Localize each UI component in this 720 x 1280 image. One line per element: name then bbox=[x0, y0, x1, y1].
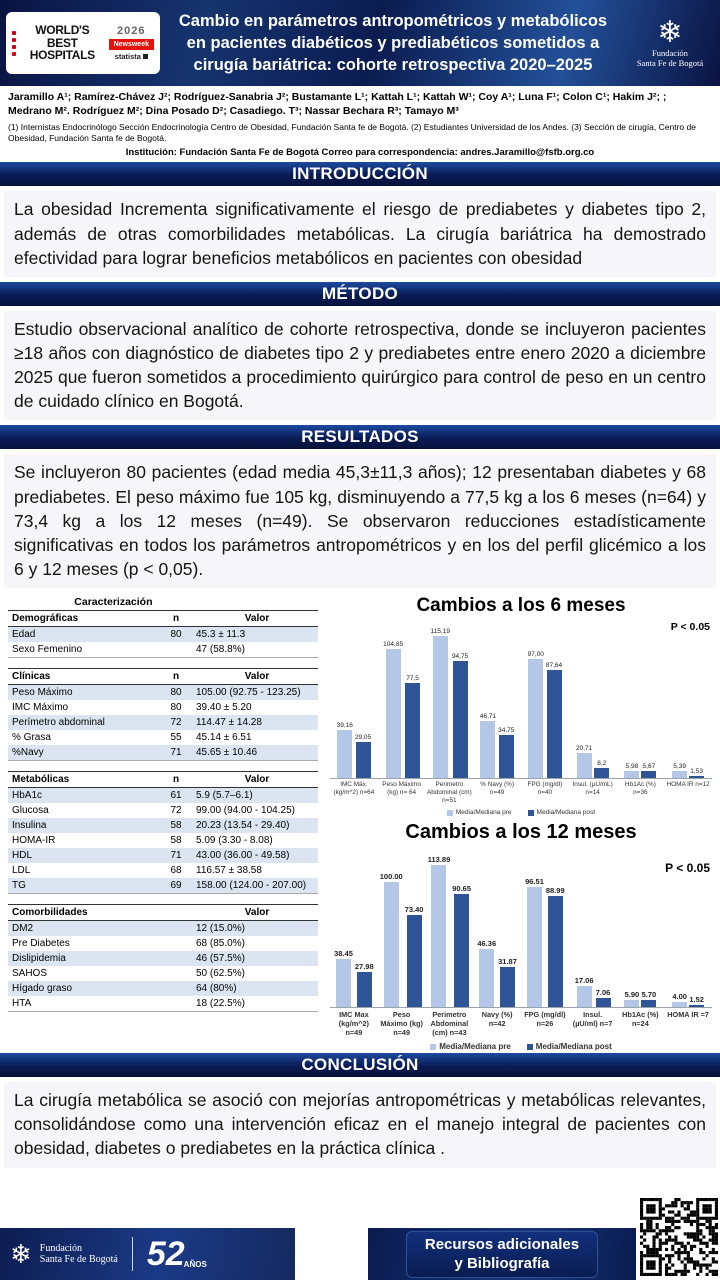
bar-value-label: 104,85 bbox=[383, 640, 404, 648]
resultados-text: Se incluyeron 80 pacientes (edad media 45,3±11,3 años); 12 presentaban diabetes y 68 prediabetes. El peso máximo fue 105 kg, disminuyendo a 77,5 kg a los 6 meses (n=64) y 73,4 kg a los 12 meses (n=49). Se observaron reducciones estadísticamente significativas en todos los parámetros antropométricos y en los del perfil glicémico a los 6 y 12 meses (p < 0,05). bbox=[4, 454, 716, 588]
table-cell: Valor bbox=[244, 907, 270, 919]
category-label: Navy (%) n=42 bbox=[473, 1007, 521, 1040]
bar-value-label: 1.52 bbox=[689, 995, 704, 1005]
header bbox=[0, 0, 720, 86]
table-header-row bbox=[8, 904, 318, 921]
bar-group bbox=[617, 630, 665, 807]
category-label: HOMA IR =7 bbox=[664, 1007, 712, 1040]
bar-value-label: 5,67 bbox=[642, 763, 656, 771]
bar-group bbox=[521, 857, 569, 1040]
chart-title: Cambios a los 12 meses bbox=[405, 821, 637, 844]
table-cell bbox=[158, 968, 194, 979]
category-label: Peso Máximo (kg) n=49 bbox=[378, 1007, 426, 1040]
table-cell: Clínicas bbox=[12, 671, 51, 683]
table-cell: 45.3 ± 11.3 bbox=[196, 629, 246, 641]
table-cell: Comorbilidades bbox=[12, 907, 88, 919]
category-label: HOMA IR n=12 bbox=[664, 778, 712, 807]
section-header-conclusion: CONCLUSIÓN bbox=[0, 1053, 720, 1077]
legend-swatch bbox=[528, 810, 534, 816]
bar-pre bbox=[336, 959, 351, 1007]
category-label: Perimetro Abdominal (cm) n=51 bbox=[426, 778, 474, 807]
table-cell: HbA1c bbox=[12, 790, 43, 802]
bar-pre bbox=[672, 771, 687, 778]
affiliations-line: (1) Internistas Endocrinólogo Sección Endocrinología Centro de Obesidad, Fundación Santa fe de Bogotá. (2) Estudiantes Universidad de los Andes. (3) Sección de cirugía, Centro de Obesidad, Fundación Santa fe de Bogotá. bbox=[8, 122, 696, 144]
worlds-best-hospitals-badge bbox=[6, 12, 160, 74]
bar-value-label: 27.98 bbox=[354, 962, 374, 972]
table-cell: Pre Diabetes bbox=[12, 938, 70, 950]
table-cell: 43.00 (36.00 - 49.58) bbox=[196, 850, 290, 862]
table-row bbox=[8, 745, 318, 760]
chart-p-value: P < 0.05 bbox=[670, 621, 710, 634]
table-row bbox=[8, 730, 318, 745]
table-cell: 72 bbox=[170, 717, 182, 729]
bar-post bbox=[547, 670, 562, 778]
bar-pre bbox=[479, 949, 494, 1007]
category-label: Insul. (µU/ml) n=7 bbox=[569, 1007, 617, 1040]
table-group bbox=[8, 904, 318, 1012]
table-cell bbox=[158, 938, 194, 949]
bar-value-label: 87,64 bbox=[545, 662, 563, 670]
charts-column bbox=[322, 593, 720, 1053]
bar-value-label: 29,05 bbox=[354, 734, 372, 742]
bar-value-label: 5,39 bbox=[673, 763, 686, 771]
table-row bbox=[8, 863, 318, 878]
table-cell: Valor bbox=[244, 671, 270, 683]
footer bbox=[0, 1228, 720, 1280]
table-cell: Valor bbox=[244, 613, 270, 625]
table-cell: Demográficas bbox=[12, 613, 79, 625]
table-cell: 5.9 (5.7–6.1) bbox=[196, 790, 253, 802]
section-header-resultados: RESULTADOS bbox=[0, 425, 720, 449]
institution-line: Institución: Fundación Santa Fe de Bogotá Correo para correspondencia: andres.Jaramillo@fsfb.org.co bbox=[125, 147, 595, 159]
legend-item: Media/Mediana pre bbox=[447, 809, 512, 816]
table-cell: Sexo Femenino bbox=[12, 644, 83, 656]
bar-value-label: 1,53 bbox=[690, 768, 703, 776]
chart-title: Cambios a los 6 meses bbox=[416, 595, 626, 617]
footer-divider bbox=[132, 1237, 133, 1271]
table-cell bbox=[158, 998, 194, 1009]
bar-value-label: 38.45 bbox=[334, 949, 353, 959]
table-cell: 71 bbox=[170, 850, 182, 862]
table-cell: TG bbox=[12, 880, 26, 892]
table-cell: IMC Máximo bbox=[12, 702, 69, 714]
table-cell: 50 (62.5%) bbox=[196, 968, 245, 980]
table-row bbox=[8, 833, 318, 848]
legend-item: Media/Mediana post bbox=[527, 1042, 612, 1051]
table-cell: 69 bbox=[170, 880, 182, 892]
bar-group bbox=[473, 630, 521, 807]
bar-value-label: 39,16 bbox=[336, 721, 353, 729]
table-header-row bbox=[8, 610, 318, 627]
table-cell: 158.00 (124.00 - 207.00) bbox=[196, 880, 307, 892]
bar-group bbox=[330, 857, 378, 1040]
table-row bbox=[8, 818, 318, 833]
bar-group bbox=[378, 630, 426, 807]
bar-group bbox=[521, 630, 569, 807]
table-row bbox=[8, 966, 318, 981]
table-row bbox=[8, 803, 318, 818]
bar-post bbox=[405, 683, 420, 779]
bar-pre bbox=[384, 882, 399, 1007]
table-cell: HDL bbox=[12, 850, 33, 862]
table-cell: 116.57 ± 38.58 bbox=[196, 865, 262, 877]
bar-group bbox=[569, 630, 617, 807]
bar-value-label: 96.51 bbox=[525, 876, 544, 886]
category-label: FPG (mg/dl) n=40 bbox=[521, 778, 569, 807]
table-cell: Dislipidemia bbox=[12, 953, 66, 965]
bar-pre bbox=[527, 887, 542, 1008]
bar-group bbox=[664, 630, 712, 807]
category-label: Hb1Ac (%) n=24 bbox=[617, 1007, 665, 1040]
bar-value-label: 5,98 bbox=[625, 762, 639, 770]
bar-pre bbox=[528, 659, 543, 779]
resources-label: Recursos adicionales y Bibliografía bbox=[406, 1231, 598, 1278]
qr-code bbox=[640, 1198, 718, 1276]
table-cell: 80 bbox=[170, 687, 182, 699]
bar-post bbox=[356, 742, 371, 778]
bar-post bbox=[596, 998, 611, 1007]
table-cell: %Navy bbox=[12, 747, 44, 759]
table-row bbox=[8, 788, 318, 803]
category-label: IMC Max (kg/m^2) n=49 bbox=[330, 1007, 378, 1040]
bar-post bbox=[594, 768, 609, 778]
table-cell: 18 (22.5%) bbox=[196, 998, 245, 1010]
badge-dots-decoration bbox=[12, 31, 16, 56]
table-cell bbox=[158, 983, 194, 994]
fsfb-logo bbox=[626, 15, 714, 68]
bar-group bbox=[426, 630, 474, 807]
table-cell: 72 bbox=[170, 805, 182, 817]
table-cell bbox=[158, 953, 194, 964]
table-row bbox=[8, 642, 318, 657]
bar-value-label: 94,75 bbox=[451, 653, 469, 661]
bar-value-label: 46,71 bbox=[479, 712, 497, 720]
bar-value-label: 34,75 bbox=[498, 727, 515, 735]
bar-post bbox=[641, 771, 656, 778]
bar-value-label: 88.99 bbox=[545, 885, 565, 895]
table-group bbox=[8, 771, 318, 894]
chart-legend bbox=[324, 1042, 718, 1051]
bar-post bbox=[641, 1000, 656, 1007]
table-cell: 47 (58.8%) bbox=[196, 644, 245, 656]
table-row bbox=[8, 951, 318, 966]
table-cell: % Grasa bbox=[12, 732, 51, 744]
table-cell: 99.00 (94.00 - 104.25) bbox=[196, 805, 295, 817]
bar-value-label: 31.87 bbox=[498, 957, 517, 967]
bar-pre bbox=[624, 771, 639, 778]
statista-logo: statista bbox=[115, 52, 148, 61]
table-cell: 80 bbox=[170, 702, 182, 714]
table-cell: 64 (80%) bbox=[196, 983, 237, 995]
chart-legend bbox=[324, 809, 718, 816]
table-group bbox=[8, 610, 318, 658]
bar-group bbox=[617, 857, 665, 1040]
category-label: Perimetro Abdominal (cm) n=43 bbox=[426, 1007, 474, 1040]
table-cell: HOMA-IR bbox=[12, 835, 56, 847]
bar-post bbox=[357, 972, 372, 1007]
table-group bbox=[8, 668, 318, 761]
table-cell: 68 bbox=[170, 865, 182, 877]
bar-value-label: 5.70 bbox=[641, 990, 657, 999]
bar-value-label: 77,5 bbox=[406, 674, 419, 682]
category-label: IMC Máx. (kg/m^2) n=64 bbox=[330, 778, 378, 807]
table-row bbox=[8, 981, 318, 996]
category-label: % Navy (%) n=49 bbox=[473, 778, 521, 807]
category-label: Insul. (µU/mL) n=14 bbox=[569, 778, 617, 807]
newsweek-logo: Newsweek bbox=[109, 39, 154, 50]
bar-group bbox=[330, 630, 378, 807]
legend-swatch bbox=[430, 1044, 436, 1050]
bar-pre bbox=[624, 1000, 639, 1007]
footer-fsfb-block bbox=[0, 1228, 295, 1280]
bar-group bbox=[569, 857, 617, 1040]
table-cell: n bbox=[172, 671, 180, 683]
table-row bbox=[8, 700, 318, 715]
bar-value-label: 4.00 bbox=[672, 992, 687, 1002]
table-cell: Metabólicas bbox=[12, 774, 70, 786]
bar-post bbox=[500, 967, 515, 1007]
chart-plot bbox=[324, 854, 718, 1040]
bar-pre bbox=[480, 721, 495, 779]
bar-value-label: 90.65 bbox=[452, 883, 472, 893]
bar-value-label: 17.06 bbox=[574, 975, 594, 985]
footer-fsfb-text: Fundación Santa Fe de Bogotá bbox=[39, 1242, 118, 1265]
table-cell: Valor bbox=[244, 774, 270, 786]
table-cell: 105.00 (92.75 - 123.25) bbox=[196, 687, 301, 699]
bar-pre bbox=[431, 865, 446, 1007]
table-cell: 58 bbox=[170, 835, 182, 847]
table-row bbox=[8, 685, 318, 700]
table-cell: 71 bbox=[170, 747, 182, 759]
table-cell: 114.47 ± 14.28 bbox=[196, 717, 262, 729]
table-cell: LDL bbox=[12, 865, 31, 877]
legend-swatch bbox=[527, 1044, 533, 1050]
table-cell bbox=[158, 923, 194, 934]
bar-value-label: 8,2 bbox=[597, 760, 607, 768]
table-cell: Edad bbox=[12, 629, 36, 641]
chart-12-months bbox=[324, 819, 718, 1053]
table-title: Caracterización bbox=[74, 596, 153, 609]
bar-value-label: 7.06 bbox=[595, 988, 611, 998]
bar-pre bbox=[433, 636, 448, 778]
table-cell: 80 bbox=[170, 629, 182, 641]
chart-6-months bbox=[324, 593, 718, 819]
chart-p-value: P < 0.05 bbox=[665, 861, 710, 876]
table-row bbox=[8, 996, 318, 1011]
anniversary-52-badge: 52 AÑOS bbox=[146, 1234, 207, 1273]
bar-post bbox=[407, 915, 422, 1007]
table-cell: HTA bbox=[12, 998, 32, 1010]
metodo-text: Estudio observacional analítico de cohorte retrospectiva, donde se incluyeron pacientes ≥18 años con diagnóstico de diabetes tipo 2 y prediabetes entre enero 2020 a diciembre 2025 que fueron sometidos a procedimiento quirúrgico para control de peso en un centro de cuidado clínico en Bogotá. bbox=[4, 311, 716, 421]
category-label: FPG (mg/dl) n=26 bbox=[521, 1007, 569, 1040]
poster-title: Cambio en parámetros antropométricos y metabólicos en pacientes diabéticos y prediabéticos sometidos a cirugía bariátrica: cohorte retrospectiva 2020–2025 bbox=[178, 11, 608, 75]
bar-value-label: 100.00 bbox=[379, 872, 403, 882]
table-cell: 20.23 (13.54 - 29.40) bbox=[196, 820, 290, 832]
table-row bbox=[8, 921, 318, 936]
table-cell: Perímetro abdominal bbox=[12, 717, 105, 729]
legend-item: Media/Mediana post bbox=[528, 809, 596, 816]
bar-group bbox=[378, 857, 426, 1040]
bar-group bbox=[664, 857, 712, 1040]
fsfb-snowflake-icon: ❄ bbox=[10, 1239, 32, 1269]
table-row bbox=[8, 627, 318, 642]
bar-pre bbox=[386, 649, 401, 778]
category-label: Peso Máximo (kg) n= 64 bbox=[378, 778, 426, 807]
bar-value-label: 73.40 bbox=[404, 905, 424, 915]
bar-post bbox=[548, 896, 563, 1007]
table-cell: 61 bbox=[170, 790, 182, 802]
characterization-table bbox=[0, 593, 322, 1053]
bar-pre bbox=[577, 986, 592, 1007]
fsfb-logo-text: Fundación Santa Fe de Bogotá bbox=[636, 47, 704, 68]
table-cell: n bbox=[172, 774, 180, 786]
table-cell: Glucosa bbox=[12, 805, 49, 817]
table-cell: 45.65 ± 10.46 bbox=[196, 747, 258, 759]
badge-year: 2026 bbox=[117, 25, 146, 37]
table-cell: 55 bbox=[170, 732, 182, 744]
bar-post bbox=[499, 735, 514, 778]
table-row bbox=[8, 878, 318, 893]
authors-line: Jaramillo A¹; Ramírez-Chávez J²; Rodríguez-Sanabria J²; Bustamante L¹; Kattah L¹; Kattah W¹; Coy A¹; Luna F¹; Colon C¹; Hakim J²; ; Medrano M². Rodríguez M²; Dina Posado D²; Casadiego. T³; Nassar Bechara R³; Tamayo M³ bbox=[8, 91, 667, 118]
fsfb-snowflake-icon: ❄ bbox=[657, 15, 683, 49]
table-row bbox=[8, 936, 318, 951]
section-header-metodo: MÉTODO bbox=[0, 282, 720, 306]
table-cell: 12 (15.0%) bbox=[196, 923, 245, 935]
table-cell: Insulina bbox=[12, 820, 47, 832]
bar-value-label: 5.90 bbox=[624, 989, 640, 999]
resources-banner bbox=[368, 1228, 636, 1280]
bar-pre bbox=[337, 730, 352, 778]
table-cell: n bbox=[172, 613, 180, 625]
bar-post bbox=[454, 894, 469, 1007]
legend-swatch bbox=[447, 810, 453, 816]
bar-pre bbox=[577, 753, 592, 779]
table-cell bbox=[158, 907, 194, 918]
badge-title: WORLD'S BEST HOSPITALS bbox=[29, 22, 95, 63]
bar-value-label: 46.36 bbox=[477, 939, 497, 949]
category-label: Hb1Ac (%) n=36 bbox=[617, 778, 665, 807]
authors-block bbox=[0, 86, 720, 162]
chart-plot bbox=[324, 630, 718, 807]
table-cell: DM2 bbox=[12, 923, 34, 935]
conclusion-text: La cirugía metabólica se asoció con mejorías antropométricas y metabólicas relevantes, consolidándose como una intervención eficaz en el manejo integral de pacientes con obesidad, diabetes o prediabetes en la práctica clínica . bbox=[4, 1082, 716, 1167]
results-columns bbox=[0, 593, 720, 1053]
table-cell: Hígado graso bbox=[12, 983, 73, 995]
table-header-row bbox=[8, 771, 318, 788]
bar-value-label: 20,71 bbox=[575, 744, 593, 752]
bar-value-label: 97,00 bbox=[527, 650, 544, 658]
table-cell: 39.40 ± 5.20 bbox=[196, 702, 252, 714]
bar-value-label: 115,19 bbox=[430, 628, 450, 636]
table-cell: 46 (57.5%) bbox=[196, 953, 245, 965]
table-row bbox=[8, 848, 318, 863]
table-header-row bbox=[8, 668, 318, 685]
introduccion-text: La obesidad Incrementa significativamente el riesgo de prediabetes y diabetes tipo 2, además de otras comorbilidades metabólicas. La cirugía bariátrica ha demostrado efectividad para lograr beneficios metabólicos en pacientes con obesidad bbox=[4, 191, 716, 276]
bar-value-label: 113.89 bbox=[427, 854, 451, 864]
legend-item: Media/Mediana pre bbox=[430, 1042, 511, 1051]
table-cell: SAHOS bbox=[12, 968, 48, 980]
section-header-introduccion: INTRODUCCIÓN bbox=[0, 162, 720, 186]
table-cell: Peso Máximo bbox=[12, 687, 73, 699]
table-cell bbox=[158, 644, 194, 655]
bar-group bbox=[426, 854, 474, 1040]
table-row bbox=[8, 715, 318, 730]
table-cell: 58 bbox=[170, 820, 182, 832]
bar-post bbox=[453, 661, 468, 778]
table-cell: 45.14 ± 6.51 bbox=[196, 732, 252, 744]
table-cell: 5.09 (3.30 - 8.08) bbox=[196, 835, 273, 847]
table-cell: 68 (85.0%) bbox=[196, 938, 245, 950]
bar-group bbox=[473, 857, 521, 1040]
